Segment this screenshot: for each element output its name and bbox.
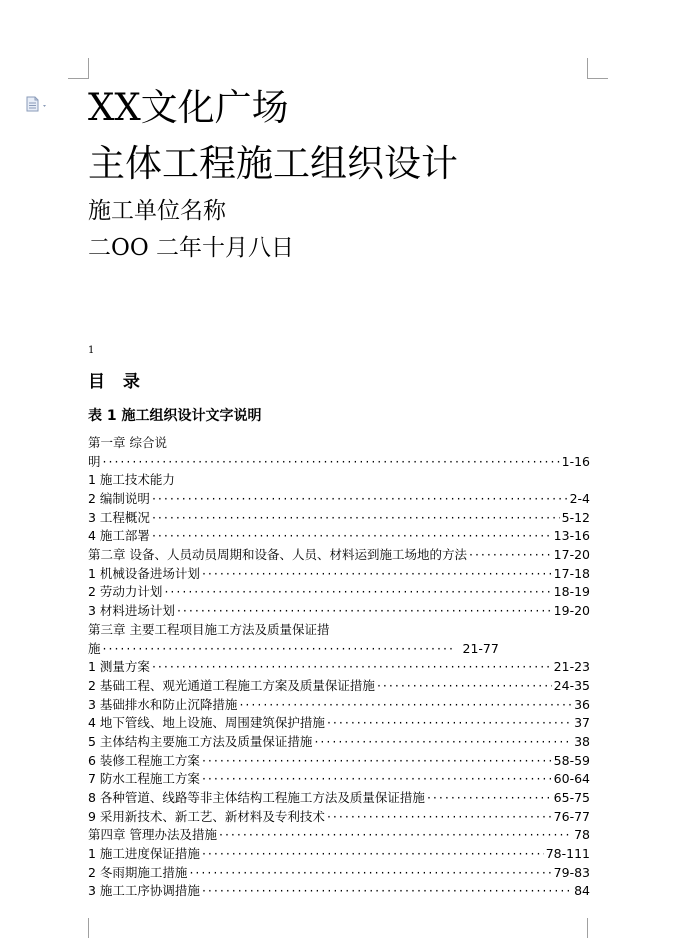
toc-entry-page: 13-16 [553,528,590,544]
page-corner-mark-bottom-left [68,918,89,938]
toc-entry-page: 60-64 [553,771,590,787]
cover-company-name: 施工单位名称 [88,198,226,224]
toc-dot-leader [152,658,552,677]
toc-entry[interactable] [88,696,590,715]
table-heading: 表 1 施工组织设计文字说明 [88,408,262,424]
toc-entry-label: 4 施工部署 [88,528,150,544]
toc-entry-page: 36 [574,696,590,712]
toc-entry[interactable] [88,509,590,528]
toc-entry[interactable] [88,789,590,808]
toc-entry[interactable] [88,565,590,584]
toc-dot-leader [202,565,552,584]
toc-dot-leader [239,696,572,715]
toc-entry[interactable] [88,640,590,659]
toc-entry-page: 21-77 [462,640,499,656]
toc-entry-page: 1-16 [561,453,590,469]
toc-entry-page: 79-83 [553,864,590,880]
toc-entry-label: 施 [88,640,101,656]
toc-dot-leader [103,453,560,472]
toc-entry-label: 4 地下管线、地上设施、周围建筑保护措施 [88,715,325,731]
toc-entry-label: 1 机械设备进场计划 [88,565,200,581]
toc-entry-label: 1 施工进度保证措施 [88,846,200,862]
toc-dot-leader [202,770,552,789]
toc-entry-page: 37 [574,715,590,731]
toc-entry[interactable] [88,808,590,827]
toc-entry-label: 第二章 设备、人员动员周期和设备、人员、材料运到施工场地的方法 [88,547,467,563]
toc-entry-label: 3 施工工序协调措施 [88,883,200,899]
toc-entry-label: 2 编制说明 [88,491,150,507]
page-corner-mark-bottom-right [587,918,608,938]
toc-entry[interactable] [88,845,590,864]
cover-date: 二OO 二年十月八日 [88,235,295,261]
toc-dot-leader [377,677,552,696]
toc-entry-page: 58-59 [553,752,590,768]
toc-dot-leader [152,527,552,546]
toc-entry[interactable] [88,490,590,509]
toc-entry-label: 1 测量方案 [88,659,150,675]
toc-entry-label: 5 主体结构主要施工方法及质量保证措施 [88,733,313,749]
page-corner-mark-top-left [68,58,89,79]
toc-entry-label: 第四章 管理办法及措施 [88,827,217,843]
page-corner-mark-top-right [587,58,608,79]
toc-dot-leader [469,546,552,565]
toc-entry[interactable] [88,602,590,621]
toc-entry[interactable] [88,527,590,546]
toc-entry-page: 78 [574,827,590,843]
toc-dot-leader [327,808,552,827]
toc-entry[interactable] [88,883,590,902]
toc-heading: 目 录 [88,372,146,392]
toc-entry[interactable] [88,453,590,472]
toc-dot-leader [202,845,544,864]
toc-entry-page: 2-4 [569,491,590,507]
toc-entry-label: 7 防水工程施工方案 [88,771,200,787]
toc-entry-page: 24-35 [553,677,590,693]
toc-entry-label: 2 劳动力计划 [88,584,163,600]
toc-entry[interactable] [88,826,590,845]
toc-entry-page: 38 [574,733,590,749]
toc-entry[interactable] [88,714,590,733]
toc-entry-label: 9 采用新技术、新工艺、新材料及专利技术 [88,808,325,824]
toc-entry-page: 84 [574,883,590,899]
toc-dot-leader [152,509,560,528]
toc-entry-label: 3 基础排水和防止沉降措施 [88,696,238,712]
toc-entry-label: 2 基础工程、观光通道工程施工方案及质量保证措施 [88,677,375,693]
toc-entry-label: 明 [88,453,101,469]
toc-entry[interactable] [88,770,590,789]
toc-entry-page: 18-19 [553,584,590,600]
cover-title-line-2: 主体工程施工组织设计 [88,142,458,185]
toc-entry-page: 5-12 [561,509,590,525]
toc-dot-leader [202,752,552,771]
toc-entry[interactable] [88,471,590,490]
toc-entry-label: 2 冬雨期施工措施 [88,864,188,880]
toc-dot-leader [177,602,552,621]
toc-entry-page: 19-20 [553,603,590,619]
table-of-contents [88,434,590,901]
toc-dot-leader [189,864,551,883]
page-number: 1 [88,345,95,356]
toc-entry-page: 17-20 [553,547,590,563]
toc-dot-leader [427,789,552,808]
toc-dot-leader [219,826,572,845]
toc-dot-leader [103,640,455,659]
document-options-icon[interactable] [26,96,50,112]
toc-dot-leader [314,733,572,752]
cover-title-line-1: XX文化广场 [88,86,289,129]
toc-dot-leader [152,490,568,509]
toc-dot-leader [164,583,551,602]
toc-entry[interactable] [88,434,590,453]
toc-entry[interactable] [88,658,590,677]
toc-entry-label: 第三章 主要工程项目施工方法及质量保证措 [88,621,330,637]
toc-entry-label: 1 施工技术能力 [88,472,175,488]
toc-entry-page: 17-18 [553,565,590,581]
toc-dot-leader [327,714,572,733]
toc-entry[interactable] [88,546,590,565]
toc-entry-label: 8 各种管道、线路等非主体结构工程施工方法及质量保证措施 [88,790,425,806]
toc-entry-page: 21-23 [553,659,590,675]
toc-entry[interactable] [88,584,590,603]
toc-dot-leader [202,882,572,901]
toc-entry[interactable] [88,733,590,752]
toc-entry-page: 65-75 [553,790,590,806]
toc-entry-label: 3 材料进场计划 [88,603,175,619]
toc-entry[interactable] [88,864,590,883]
toc-entry-label: 6 装修工程施工方案 [88,752,200,768]
toc-entry-label: 3 工程概况 [88,509,150,525]
toc-entry-page: 76-77 [553,808,590,824]
toc-entry[interactable] [88,752,590,771]
toc-entry-label: 第一章 综合说 [88,435,167,450]
toc-entry[interactable] [88,677,590,696]
toc-entry[interactable] [88,621,590,640]
toc-entry-page: 78-111 [545,846,590,862]
